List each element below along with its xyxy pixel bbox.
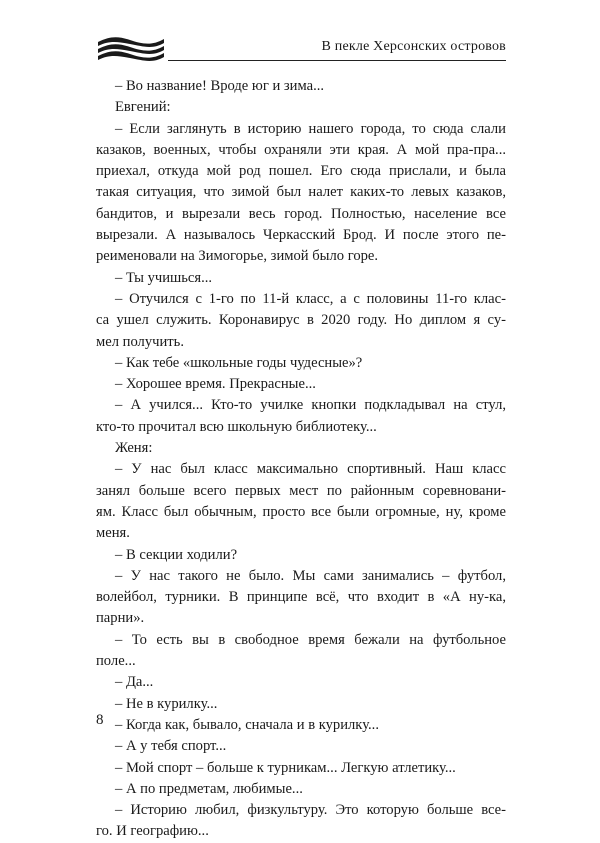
striped-ribbon-icon bbox=[96, 34, 166, 64]
text-line: казаков, военных, чтобы охраняли эти края. А мой пра-пра... bbox=[96, 141, 506, 158]
text-line: – А по предметам, любимые... bbox=[115, 780, 303, 797]
text-line: – В секции ходили? bbox=[115, 546, 238, 563]
text-line: – Во название! Вроде юг и зима... bbox=[115, 78, 325, 94]
text-line: – А учился... Кто-то училке кнопки подкладывал на стул, bbox=[115, 397, 506, 414]
text-line: занял больше всего первых мест по районным соревновани- bbox=[96, 482, 506, 499]
text-line: – Не в курилку... bbox=[115, 695, 218, 712]
text-line: – Отучился с 1-го по 11-й класс, а с половины 11-го клас- bbox=[115, 290, 506, 307]
text-line: го. И географию... bbox=[96, 823, 209, 840]
text-line: са ушел служить. Коронавирус в 2020 году. Но диплом я су- bbox=[96, 312, 506, 329]
text-line: бандитов, и вырезали весь город. Полностью, население все bbox=[96, 205, 506, 222]
text-line: – Когда как, бывало, сначала и в курилку... bbox=[115, 716, 379, 733]
page-number: 8 bbox=[96, 712, 104, 728]
text-line: – То есть вы в свободное время бежали на футбольное bbox=[115, 631, 506, 648]
text-line: меня. bbox=[96, 525, 130, 542]
text-line: – У нас был класс максимально спортивный. Наш класс bbox=[115, 461, 506, 478]
text-line: – Ты учишься... bbox=[115, 269, 213, 286]
text-line: вырезали. А называлось Черкасский Брод. И после этого пе- bbox=[96, 227, 506, 244]
text-line: такая ситуация, что зимой был налет каких-то левых казаков, bbox=[96, 184, 506, 201]
text-line: – У нас такого не было. Мы сами занимались – футбол, bbox=[115, 567, 506, 584]
running-title: В пекле Херсонских островов bbox=[321, 39, 506, 54]
body-text bbox=[96, 76, 506, 843]
text-line: – Хорошее время. Прекрасные... bbox=[115, 376, 316, 393]
text-line: волейбол, турники. В принципе всё, что входит в «А ну-ка, bbox=[96, 589, 506, 606]
text-line: поле... bbox=[96, 653, 136, 670]
text-line: – Если заглянуть в историю нашего города, то сюда слали bbox=[115, 120, 506, 137]
text-line: приехал, откуда мой род пошел. Его сюда прислали, и была bbox=[96, 163, 506, 180]
text-line: реименовали на Зимогорье, зимой было горе. bbox=[96, 248, 379, 265]
text-line: – Мой спорт – больше к турникам... Легкую атлетику... bbox=[115, 759, 456, 776]
text-line: Евгений: bbox=[115, 99, 171, 116]
text-line: – Историю любил, физкультуру. Это которую больше все- bbox=[115, 802, 506, 819]
text-line: мел получить. bbox=[96, 333, 184, 350]
header-rule bbox=[168, 60, 506, 61]
text-line: кто-то прочитал всю школьную библиотеку... bbox=[96, 418, 377, 435]
text-line: Женя: bbox=[115, 440, 153, 457]
text-line: парни». bbox=[96, 610, 145, 627]
text-line: – Да... bbox=[115, 674, 154, 691]
text-line: ям. Класс был обычным, просто все были огромные, ну, кроме bbox=[96, 503, 506, 520]
text-line: – Как тебе «школьные годы чудесные»? bbox=[115, 354, 363, 371]
page-header bbox=[96, 30, 506, 68]
text-line: – А у тебя спорт... bbox=[115, 738, 227, 755]
